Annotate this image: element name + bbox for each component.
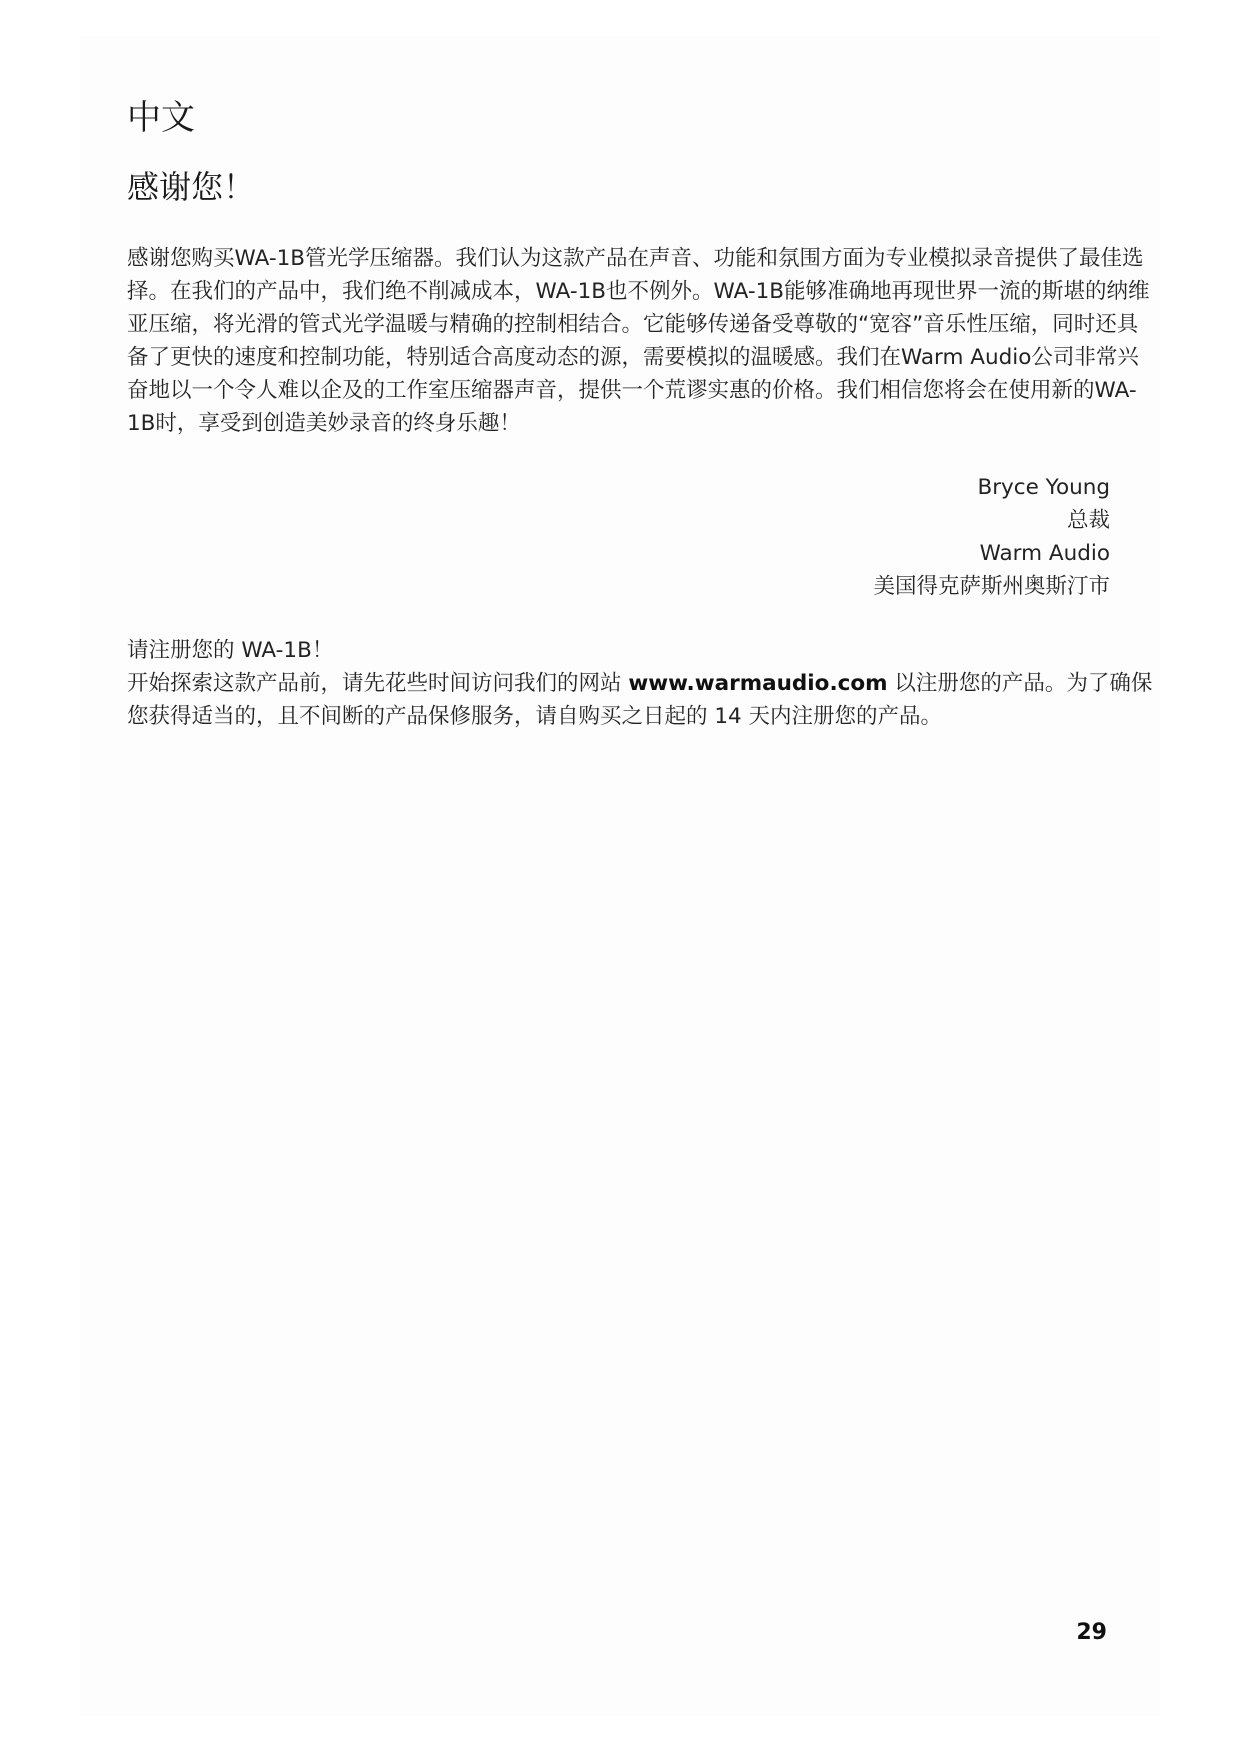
registration-text-before: 开始探索这款产品前，请先花些时间访问我们的网站 bbox=[127, 671, 629, 696]
registration-section bbox=[127, 634, 1157, 733]
signature-location: 美国得克萨斯州奥斯汀市 bbox=[873, 574, 1110, 599]
thanks-heading: 感谢您！ bbox=[127, 168, 256, 206]
page-number: 29 bbox=[1076, 1620, 1107, 1645]
signature-title: 总裁 bbox=[1066, 508, 1110, 533]
website-link[interactable]: www.warmaudio.com bbox=[628, 671, 888, 696]
intro-paragraph: 感谢您购买WA-1B管光学压缩器。我们认为这款产品在声音、功能和氛围方面为专业模拟录音提供了最佳选择。在我们的产品中，我们绝不削减成本，WA-1B也不例外。WA-1B能够准确地再现世界一流的斯堪的纳维亚压缩，将光滑的管式光学温暖与精确的控制相结合。它能够传递备受尊敬的“宽容”音乐性压缩，同时还具备了更快的速度和控制功能，特别适合高度动态的源，需要模拟的温暖感。我们在Warm Audio公司非常兴奋地以一个令人难以企及的工作室压缩器声音，提供一个荒谬实惠的价格。我们相信您将会在使用新的WA-1B时，享受到创造美妙录音的终身乐趣！ bbox=[127, 246, 1150, 436]
language-heading: 中文 bbox=[127, 98, 195, 138]
signature-company: Warm Audio bbox=[979, 541, 1110, 566]
registration-title: 请注册您的 WA-1B！ bbox=[127, 638, 334, 663]
signature-block bbox=[873, 471, 1110, 603]
signature-name: Bryce Young bbox=[977, 475, 1110, 500]
registration-text-after: 以注册您的产品。为了确保您获得适当的，且不间断的产品保修服务，请自购买之日起的 14 天内注册您的产品。 bbox=[127, 671, 1153, 729]
